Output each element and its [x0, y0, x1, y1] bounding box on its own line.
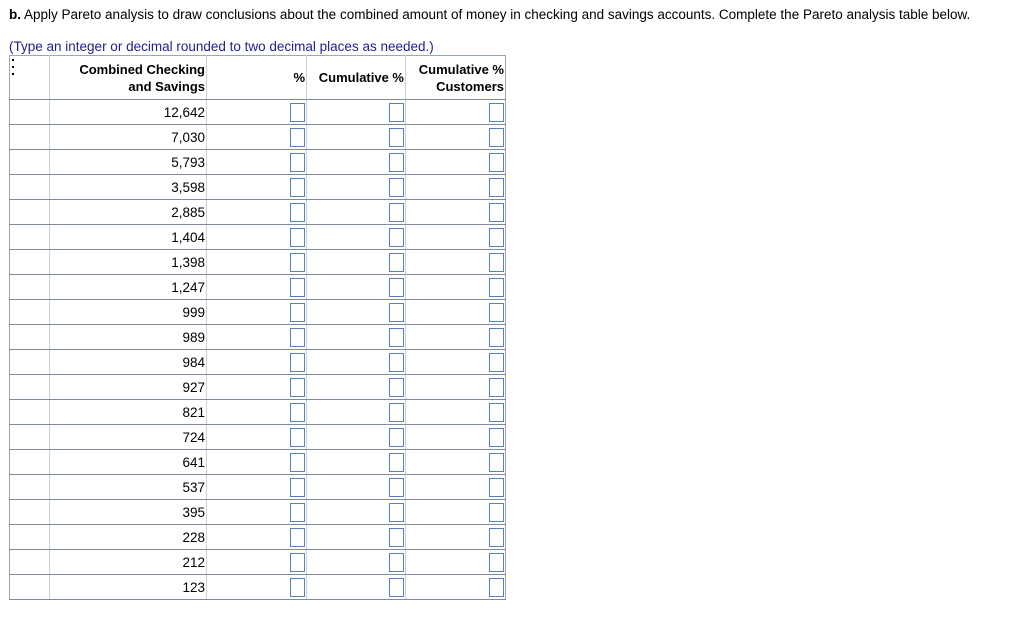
amount-cell: 927: [50, 375, 207, 400]
amount-cell: 999: [50, 300, 207, 325]
cumulative-customers-cell: [406, 300, 506, 325]
row-spacer: [10, 100, 50, 125]
cumulative-customers-input[interactable]: [489, 303, 504, 322]
percent-cell: [207, 350, 307, 375]
amount-cell: 1,247: [50, 275, 207, 300]
percent-cell: [207, 300, 307, 325]
cumulative-customers-input[interactable]: [489, 128, 504, 147]
amount-cell: 2,885: [50, 200, 207, 225]
percent-input[interactable]: [290, 278, 305, 297]
cumulative-percent-cell: [307, 300, 406, 325]
cumulative-customers-cell: [406, 200, 506, 225]
cumulative-customers-input[interactable]: [489, 503, 504, 522]
cumulative-percent-cell: [307, 525, 406, 550]
cumulative-percent-input[interactable]: [389, 478, 404, 497]
cumulative-percent-input[interactable]: [389, 153, 404, 172]
question-label: b.: [9, 7, 21, 22]
cumulative-customers-cell: [406, 450, 506, 475]
percent-cell: [207, 125, 307, 150]
header-cumulative-percent: Cumulative %: [307, 56, 406, 100]
cumulative-percent-input[interactable]: [389, 453, 404, 472]
cumulative-customers-input[interactable]: [489, 178, 504, 197]
cumulative-customers-input[interactable]: [489, 103, 504, 122]
table-row: [10, 250, 506, 275]
cumulative-customers-cell: [406, 550, 506, 575]
cumulative-percent-cell: [307, 325, 406, 350]
percent-input[interactable]: [290, 328, 305, 347]
cumulative-customers-input[interactable]: [489, 278, 504, 297]
percent-cell: [207, 475, 307, 500]
cumulative-percent-input[interactable]: [389, 553, 404, 572]
table-row: [10, 150, 506, 175]
cumulative-percent-input[interactable]: [389, 278, 404, 297]
percent-input[interactable]: [290, 503, 305, 522]
row-spacer: [10, 550, 50, 575]
cumulative-customers-cell: [406, 100, 506, 125]
cumulative-percent-input[interactable]: [389, 128, 404, 147]
cumulative-customers-cell: [406, 475, 506, 500]
cumulative-customers-cell: [406, 500, 506, 525]
percent-input[interactable]: [290, 403, 305, 422]
cumulative-customers-cell: [406, 250, 506, 275]
amount-cell: 1,404: [50, 225, 207, 250]
cumulative-percent-input[interactable]: [389, 103, 404, 122]
cumulative-percent-cell: [307, 150, 406, 175]
percent-input[interactable]: [290, 228, 305, 247]
cumulative-customers-cell: [406, 575, 506, 600]
row-spacer: [10, 350, 50, 375]
table-row: [10, 100, 506, 125]
row-spacer: [10, 525, 50, 550]
cumulative-percent-input[interactable]: [389, 228, 404, 247]
cumulative-percent-cell: [307, 575, 406, 600]
amount-cell: 228: [50, 525, 207, 550]
table-options-handle[interactable]: [10, 56, 50, 100]
table-row: [10, 200, 506, 225]
row-spacer: [10, 250, 50, 275]
row-spacer: [10, 175, 50, 200]
row-spacer: [10, 150, 50, 175]
cumulative-percent-cell: [307, 225, 406, 250]
cumulative-percent-input[interactable]: [389, 428, 404, 447]
percent-cell: [207, 175, 307, 200]
cumulative-customers-cell: [406, 275, 506, 300]
row-spacer: [10, 200, 50, 225]
cumulative-customers-cell: [406, 400, 506, 425]
cumulative-customers-input[interactable]: [489, 428, 504, 447]
row-spacer: [10, 275, 50, 300]
row-spacer: [10, 400, 50, 425]
cumulative-customers-input[interactable]: [489, 528, 504, 547]
table-header-row: [10, 56, 506, 100]
cumulative-percent-input[interactable]: [389, 528, 404, 547]
percent-cell: [207, 100, 307, 125]
amount-cell: 3,598: [50, 175, 207, 200]
cumulative-percent-cell: [307, 475, 406, 500]
percent-cell: [207, 150, 307, 175]
cumulative-customers-input[interactable]: [489, 553, 504, 572]
table-row: [10, 275, 506, 300]
row-spacer: [10, 475, 50, 500]
percent-cell: [207, 375, 307, 400]
cumulative-percent-cell: [307, 550, 406, 575]
cumulative-customers-input[interactable]: [489, 228, 504, 247]
pareto-table: [9, 55, 506, 600]
cumulative-percent-cell: [307, 200, 406, 225]
percent-input[interactable]: [290, 203, 305, 222]
cumulative-percent-cell: [307, 350, 406, 375]
cumulative-percent-input[interactable]: [389, 303, 404, 322]
cumulative-percent-input[interactable]: [389, 178, 404, 197]
table-body: [10, 100, 506, 600]
header-combined-checking-savings: Combined Checking and Savings: [50, 56, 207, 100]
cumulative-percent-cell: [307, 250, 406, 275]
percent-cell: [207, 425, 307, 450]
table-row: [10, 525, 506, 550]
cumulative-percent-cell: [307, 425, 406, 450]
cumulative-customers-input[interactable]: [489, 478, 504, 497]
cumulative-customers-cell: [406, 225, 506, 250]
amount-cell: 989: [50, 325, 207, 350]
table-row: [10, 225, 506, 250]
amount-cell: 7,030: [50, 125, 207, 150]
percent-input[interactable]: [290, 453, 305, 472]
percent-cell: [207, 400, 307, 425]
cumulative-customers-input[interactable]: [489, 353, 504, 372]
cumulative-percent-input[interactable]: [389, 353, 404, 372]
cumulative-customers-input[interactable]: [489, 403, 504, 422]
cumulative-percent-cell: [307, 125, 406, 150]
pareto-table-container: [9, 55, 506, 600]
percent-input[interactable]: [290, 553, 305, 572]
question-body: Apply Pareto analysis to draw conclusions about the combined amount of money in checking and savings accounts. Complete the Pareto analysis table below.: [21, 7, 971, 22]
cumulative-customers-cell: [406, 425, 506, 450]
percent-input[interactable]: [290, 178, 305, 197]
percent-input[interactable]: [290, 128, 305, 147]
percent-cell: [207, 525, 307, 550]
table-row: [10, 325, 506, 350]
percent-input[interactable]: [290, 303, 305, 322]
row-spacer: [10, 575, 50, 600]
percent-cell: [207, 275, 307, 300]
percent-cell: [207, 225, 307, 250]
row-spacer: [10, 325, 50, 350]
percent-cell: [207, 325, 307, 350]
header-cumulative-percent-customers: Cumulative % Customers: [406, 56, 506, 100]
amount-cell: 12,642: [50, 100, 207, 125]
percent-input[interactable]: [290, 353, 305, 372]
percent-input[interactable]: [290, 153, 305, 172]
percent-input[interactable]: [290, 103, 305, 122]
percent-cell: [207, 550, 307, 575]
cumulative-customers-cell: [406, 125, 506, 150]
table-row: [10, 500, 506, 525]
table-row: [10, 350, 506, 375]
cumulative-percent-cell: [307, 275, 406, 300]
amount-cell: 537: [50, 475, 207, 500]
table-row: [10, 400, 506, 425]
table-row: [10, 175, 506, 200]
table-row: [10, 125, 506, 150]
amount-cell: 1,398: [50, 250, 207, 275]
cumulative-customers-cell: [406, 175, 506, 200]
cumulative-customers-input[interactable]: [489, 378, 504, 397]
table-row: [10, 475, 506, 500]
cumulative-percent-input[interactable]: [389, 578, 404, 597]
table-row: [10, 450, 506, 475]
row-spacer: [10, 125, 50, 150]
cumulative-percent-input[interactable]: [389, 403, 404, 422]
percent-input[interactable]: [290, 428, 305, 447]
table-row: [10, 425, 506, 450]
percent-input[interactable]: [290, 378, 305, 397]
row-spacer: [10, 500, 50, 525]
cumulative-customers-cell: [406, 150, 506, 175]
table-row: [10, 300, 506, 325]
amount-cell: 123: [50, 575, 207, 600]
percent-cell: [207, 450, 307, 475]
cumulative-percent-cell: [307, 500, 406, 525]
cumulative-percent-cell: [307, 375, 406, 400]
row-spacer: [10, 300, 50, 325]
cumulative-customers-cell: [406, 350, 506, 375]
cumulative-customers-input[interactable]: [489, 203, 504, 222]
cumulative-customers-input[interactable]: [489, 253, 504, 272]
header-percent: %: [207, 56, 307, 100]
amount-cell: 212: [50, 550, 207, 575]
cumulative-percent-input[interactable]: [389, 503, 404, 522]
percent-cell: [207, 575, 307, 600]
amount-cell: 724: [50, 425, 207, 450]
question-text: [9, 7, 970, 22]
percent-cell: [207, 200, 307, 225]
row-spacer: [10, 225, 50, 250]
table-row: [10, 375, 506, 400]
table-row: [10, 575, 506, 600]
cumulative-customers-input[interactable]: [489, 153, 504, 172]
percent-input[interactable]: [290, 253, 305, 272]
row-spacer: [10, 450, 50, 475]
cumulative-percent-input[interactable]: [389, 378, 404, 397]
cumulative-customers-input[interactable]: [489, 453, 504, 472]
percent-input[interactable]: [290, 528, 305, 547]
cumulative-customers-input[interactable]: [489, 578, 504, 597]
percent-cell: [207, 250, 307, 275]
percent-cell: [207, 500, 307, 525]
row-spacer: [10, 375, 50, 400]
cumulative-percent-input[interactable]: [389, 203, 404, 222]
amount-cell: 395: [50, 500, 207, 525]
cumulative-customers-cell: [406, 325, 506, 350]
amount-cell: 5,793: [50, 150, 207, 175]
cumulative-customers-cell: [406, 375, 506, 400]
amount-cell: 821: [50, 400, 207, 425]
cumulative-percent-input[interactable]: [389, 253, 404, 272]
row-spacer: [10, 425, 50, 450]
cumulative-percent-cell: [307, 175, 406, 200]
amount-cell: 984: [50, 350, 207, 375]
cumulative-percent-cell: [307, 100, 406, 125]
percent-input[interactable]: [290, 478, 305, 497]
cumulative-customers-input[interactable]: [489, 328, 504, 347]
amount-cell: 641: [50, 450, 207, 475]
cumulative-percent-cell: [307, 400, 406, 425]
percent-input[interactable]: [290, 578, 305, 597]
vertical-ellipsis-icon[interactable]: [12, 59, 16, 80]
answer-instruction: (Type an integer or decimal rounded to two decimal places as needed.): [9, 39, 434, 54]
cumulative-percent-input[interactable]: [389, 328, 404, 347]
cumulative-customers-cell: [406, 525, 506, 550]
table-row: [10, 550, 506, 575]
cumulative-percent-cell: [307, 450, 406, 475]
